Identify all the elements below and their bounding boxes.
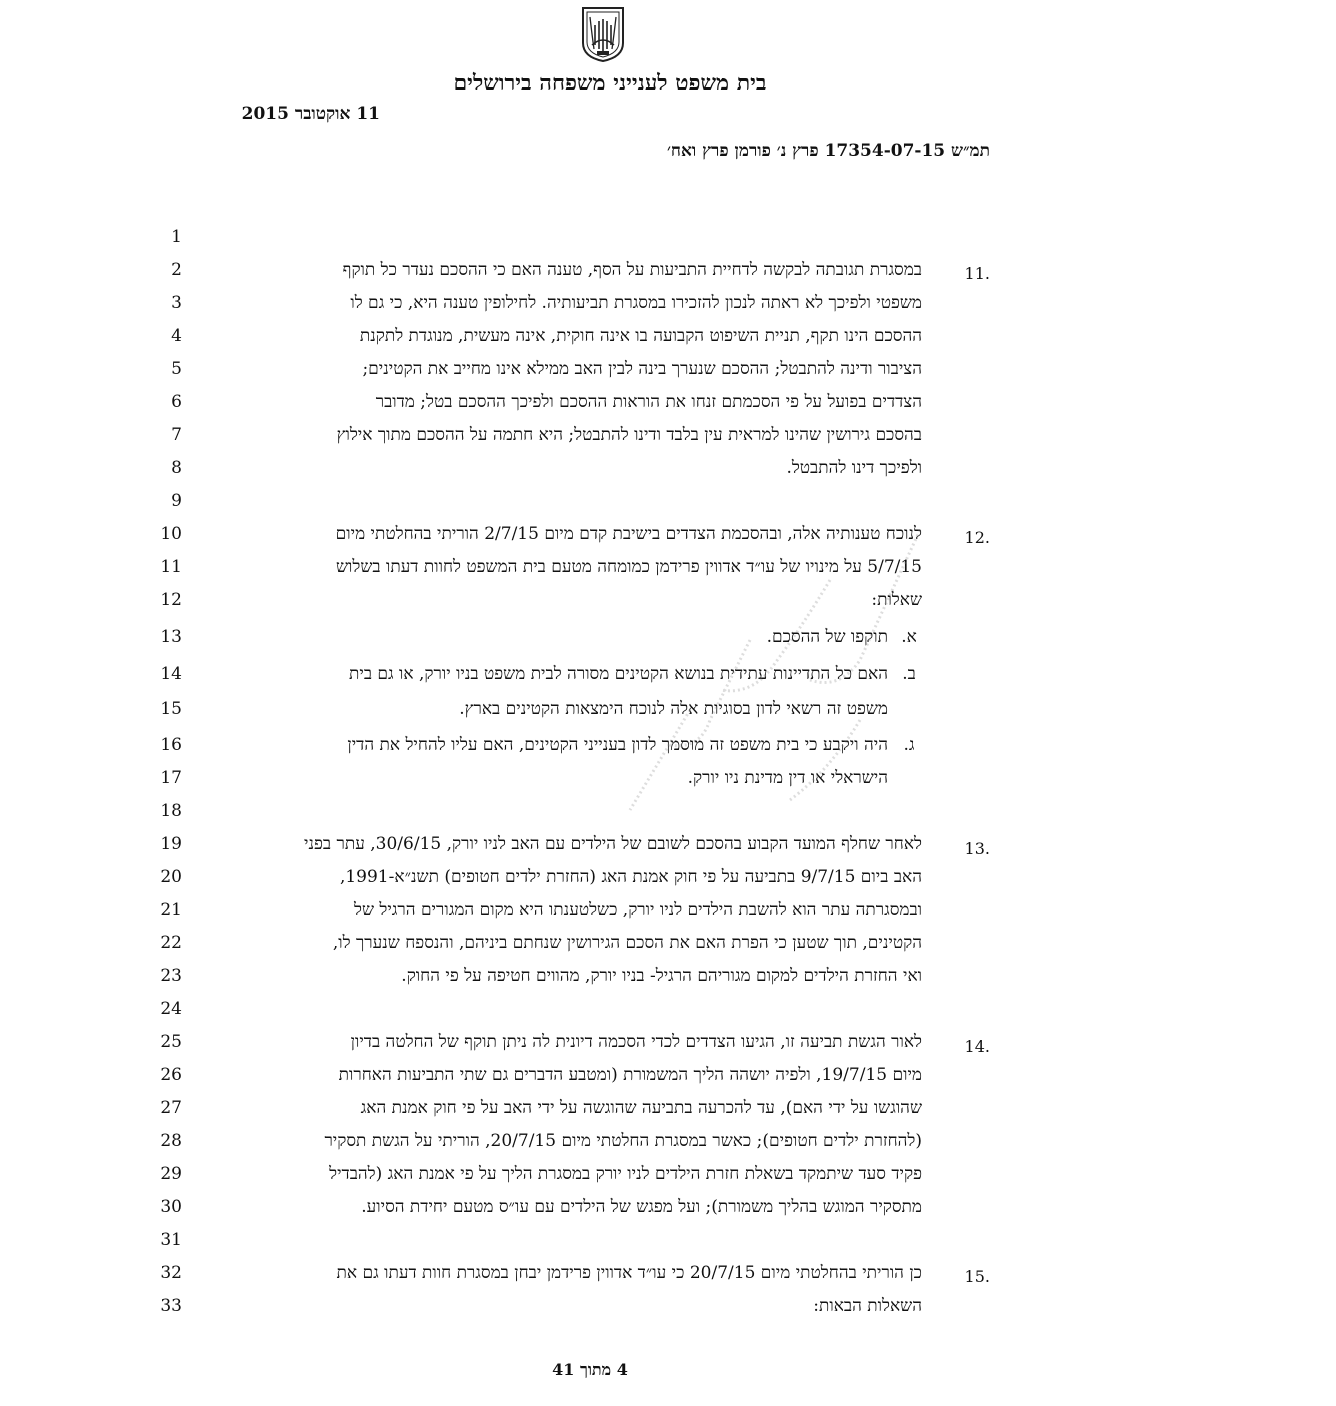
paragraph-number: 14. [964,1037,990,1056]
line-number: 1 [171,227,182,247]
body-line: הקטינים, תוך שטען כי הפרת האם את הסכם הגירושין שנחתם ביניהם, והנספח שנערך לו, [332,933,922,953]
state-emblem-icon [580,5,626,63]
body-line: הצדדים בפועל על פי הסכמתם זנחו את הוראות ההסכם ולפיכך ההסכם בטל; מדובר [375,392,922,412]
line-number: 6 [171,392,182,412]
body-line: לנוכח טענותיה אלה, ובהסכמת הצדדים בישיבת קדם מיום 2/7/15 הוריתי בהחלטתי מיום [335,524,922,544]
line-number: 19 [160,834,182,854]
body-line: (להחזרת ילדים חטופים); כאשר במסגרת החלטתי מיום 20/7/15, הוריתי על הגשת תסקיר [324,1131,922,1151]
line-number: 8 [171,458,182,478]
court-name: בית משפט לענייני משפחה בירושלים [453,70,767,96]
line-number: 3 [171,293,182,313]
paragraph-number: 12. [964,528,990,547]
line-number: 24 [160,999,182,1019]
body-line: לאור הגשת תביעה זו, הגיעו הצדדים לכדי הסכמה דיונית לה ניתן תוקף של החלטה בדיון [350,1032,922,1052]
body-line: משפטי ולפיכך לא ראתה לנכון להזכירו במסגרת תביעותיה. לחילופין טענה היא, כי גם לו [350,293,922,313]
body-line: לאחר שחלף המועד הקבוע בהסכם לשובם של הילדים עם האב לניו יורק, 30/6/15, עתר בפני [304,834,922,854]
body-line: כן הוריתי בהחלטתי מיום 20/7/15 כי עו״ד אדווין פרידמן יבחן במסגרת חוות דעתו גם את [336,1263,922,1283]
line-number: 20 [160,867,182,887]
line-number: 17 [160,768,182,788]
line-number: 9 [171,491,182,511]
paragraph-number: 13. [964,839,990,858]
item-line: תוקפו של ההסכם. [766,627,888,647]
line-number: 2 [171,260,182,280]
line-number: 33 [160,1296,182,1316]
line-number: 15 [160,699,182,719]
body-line: ולפיכך דינו להתבטל. [786,458,922,478]
body-line: בהסכם גירושין שהינו למראית עין בלבד ודינו להתבטל; היא חתמה על ההסכם מתוך אילוץ [336,425,922,445]
body-line: הציבור ודינה להתבטל; ההסכם שנערך בינה לבין האב ממילא אינו מחייב את הקטינים; [362,359,922,379]
body-line: ואי החזרת הילדים למקום מגוריהם הרגיל- בניו יורק, מהווים חטיפה על פי החוק. [401,966,922,986]
case-reference: תמ״ש 17354-07-15 פרץ נ׳ פורמן פרץ ואח׳ [666,141,990,161]
line-number: 23 [160,966,182,986]
item-label: ג. [903,735,915,755]
line-number: 4 [171,326,182,346]
document-date: 11 אוקטובר 2015 [241,104,380,124]
item-line: הישראלי או דין מדינת ניו יורק. [687,768,888,788]
page-footer: 4 מתוך 41 [552,1360,628,1379]
body-line: ההסכם הינו תקף, תניית השיפוט הקבועה בו אינה חוקית, אינה מעשית, מנוגדת לתקנת [359,326,922,346]
line-number: 26 [160,1065,182,1085]
line-number: 13 [160,627,182,647]
body-line: פקיד סעד שיתמקד בשאלת חזרת הילדים לניו יורק במסגרת הליך על פי אמנת האג (להבדיל [329,1164,922,1184]
line-number: 14 [160,664,182,684]
line-number: 18 [160,801,182,821]
body-line: 5/7/15 על מינויו של עו״ד אדווין פרידמן כמומחה מטעם בית המשפט לחוות דעתו בשלוש [336,557,922,577]
body-line: שהוגשו על ידי האם), עד להכרעה בתביעה שהוגשה על ידי האב על פי חוק אמנת האג [360,1098,922,1118]
body-line: השאלות הבאות: [813,1296,922,1316]
line-number: 28 [160,1131,182,1151]
line-number: 5 [171,359,182,379]
paragraph-number: 15. [964,1267,990,1286]
line-number: 22 [160,933,182,953]
line-number: 10 [160,524,182,544]
line-number: 30 [160,1197,182,1217]
body-line: שאלות: [871,590,922,610]
body-line: מתסקיר המוגש בהליך משמורת); ועל מפגש של הילדים עם עו״ס מטעם יחידת הסיוע. [361,1197,922,1217]
line-number: 16 [160,735,182,755]
item-label: א. [901,627,917,647]
line-number: 21 [160,900,182,920]
body-line: ובמסגרתה עתר הוא להשבת הילדים לניו יורק, כשלטענתו היא מקום המגורים הרגיל של [354,900,922,920]
body-line: במסגרת תגובתה לבקשה לדחיית התביעות על הסף, טענה האם כי ההסכם נעדר כל תוקף [342,260,922,280]
item-line: משפט זה רשאי לדון בסוגיות אלה לנוכח הימצאות הקטינים בארץ. [459,699,888,719]
item-label: ב. [902,664,916,684]
line-number: 12 [160,590,182,610]
paragraph-number: 11. [964,264,990,283]
line-number: 7 [171,425,182,445]
item-line: האם כל התדיינות עתידית בנושא הקטינים מסורה לבית משפט בניו יורק, או גם בית [349,664,888,684]
item-line: היה ויקבע כי בית משפט זה מוסמך לדון בענייני הקטינים, האם עליו להחיל את הדין [347,735,888,755]
body-line: האב ביום 9/7/15 בתביעה על פי חוק אמנת האג (החזרת ילדים חטופים) תשנ״א-1991, [339,867,922,887]
line-number: 27 [160,1098,182,1118]
line-number: 11 [160,557,182,577]
line-number: 32 [160,1263,182,1283]
line-number: 29 [160,1164,182,1184]
line-number: 31 [160,1230,182,1250]
body-line: מיום 19/7/15, ולפיה יושהה הליך המשמורת (ומטבע הדברים גם שתי התביעות האחרות [338,1065,922,1085]
line-number: 25 [160,1032,182,1052]
